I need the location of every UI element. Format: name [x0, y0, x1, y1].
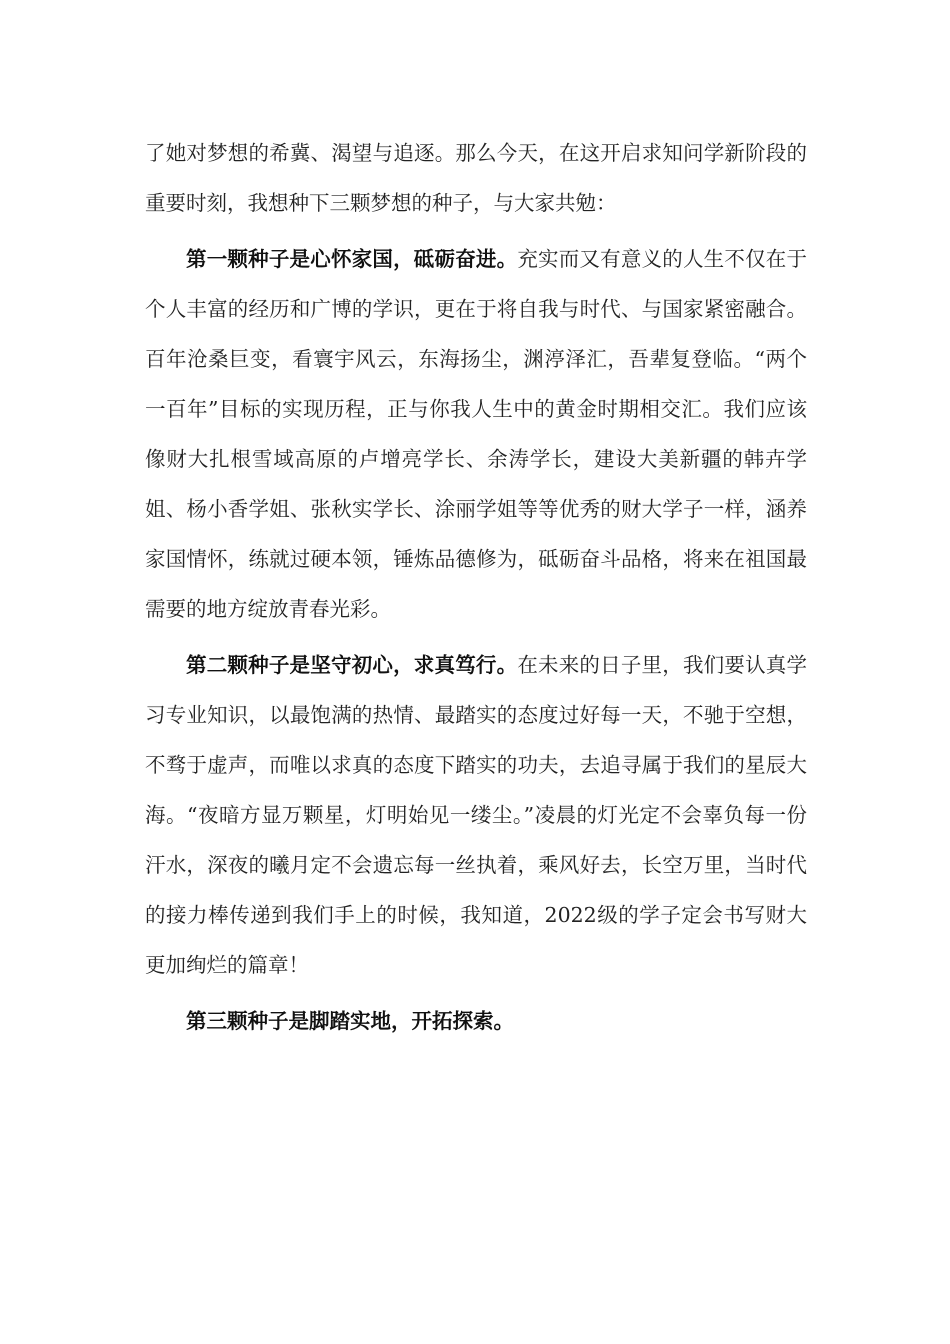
paragraph-intro-continuation — [145, 128, 807, 228]
document-body — [145, 128, 807, 1046]
paragraph-seed-two — [145, 640, 807, 990]
paragraph-lead: 第一颗种子是心怀家国，砥砺奋进。 — [186, 247, 518, 271]
paragraph-text: 充实而又有意义的人生不仅在于个人丰富的经历和广博的学识，更在于将自我与时代、与国家紧密融合。百年沧桑巨变，看寰宇风云，东海扬尘，渊渟泽汇，吾辈复登临。“两个一百年”目标的实现历程，正与你我人生中的黄金时期相交汇。我们应该像财大扎根雪域高原的卢增亮学长、余涛学长，建设大美新疆的韩卉学姐、杨小香学姐、张秋实学长、涂丽学姐等等优秀的财大学子一样，涵养家国情怀，练就过硬本领，锤炼品德修为，砥砺奋斗品格，将来在祖国最需要的地方绽放青春光彩。 — [145, 247, 808, 621]
paragraph-text: 了她对梦想的希冀、渴望与追逐。那么今天，在这开启求知问学新阶段的重要时刻，我想种下三颗梦想的种子，与大家共勉： — [145, 141, 807, 215]
paragraph-lead: 第三颗种子是脚踏实地，开拓探索。 — [186, 1009, 514, 1033]
paragraph-seed-one — [145, 234, 807, 634]
paragraph-lead: 第二颗种子是坚守初心，求真笃行。 — [186, 653, 518, 677]
paragraph-seed-three — [145, 996, 807, 1046]
paragraph-text: 在未来的日子里，我们要认真学习专业知识，以最饱满的热情、最踏实的态度过好每一天，不驰于空想，不骛于虚声，而唯以求真的态度下踏实的功夫，去追寻属于我们的星辰大海。“夜暗方显万颗星，灯明始见一缕尘。”凌晨的灯光定不会辜负每一份汗水，深夜的曦月定不会遗忘每一丝执着，乘风好去，长空万里，当时代的接力棒传递到我们手上的时候，我知道，2022级的学子定会书写财大更加绚烂的篇章！ — [145, 653, 808, 977]
